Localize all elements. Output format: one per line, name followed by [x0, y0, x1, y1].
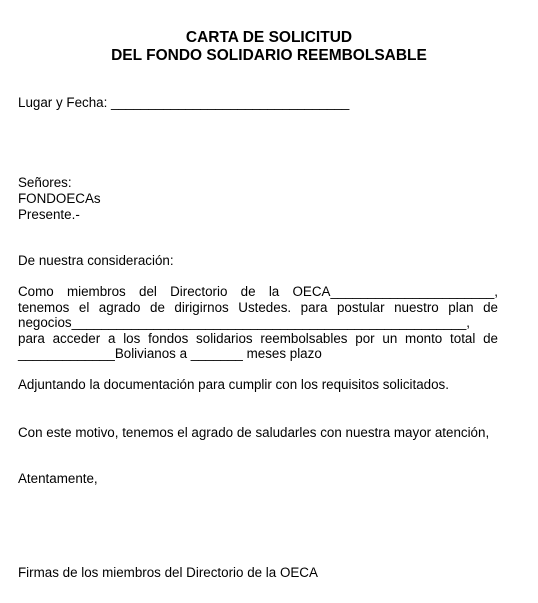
addressee-salutation: Señores:: [18, 175, 72, 190]
body-line: negocios_____________________________________________________,: [18, 315, 471, 331]
body-paragraph: [18, 284, 498, 362]
signatures-line: Firmas de los miembros del Directorio de la OECA: [18, 565, 318, 580]
body-line: para acceder a los fondos solidarios reembolsables por un monto total de: [18, 330, 498, 346]
closing-motive: Con este motivo, tenemos el agrado de saludarles con nuestra mayor atención,: [18, 425, 490, 440]
body-line: Como miembros del Directorio de la OECA______________________,: [18, 284, 498, 299]
attachment-paragraph: Adjuntando la documentación para cumplir con los requisitos solicitados.: [18, 377, 449, 392]
body-line: _____________Bolivianos a _______ meses plazo: [18, 346, 322, 362]
addressee-present: Presente.-: [18, 207, 80, 222]
addressee-organization: FONDOECAs: [18, 191, 101, 206]
letter-title-line-1: CARTA DE SOLICITUD: [185, 29, 353, 46]
body-line: tenemos el agrado de dirigirnos Ustedes. para postular nuestro plan de: [18, 299, 498, 315]
place-date-line: Lugar y Fecha: ________________________________: [18, 95, 350, 110]
letter-title-line-2: DEL FONDO SOLIDARIO REEMBOLSABLE: [111, 47, 427, 64]
farewell: Atentamente,: [18, 471, 98, 486]
greeting: De nuestra consideración:: [18, 253, 174, 268]
